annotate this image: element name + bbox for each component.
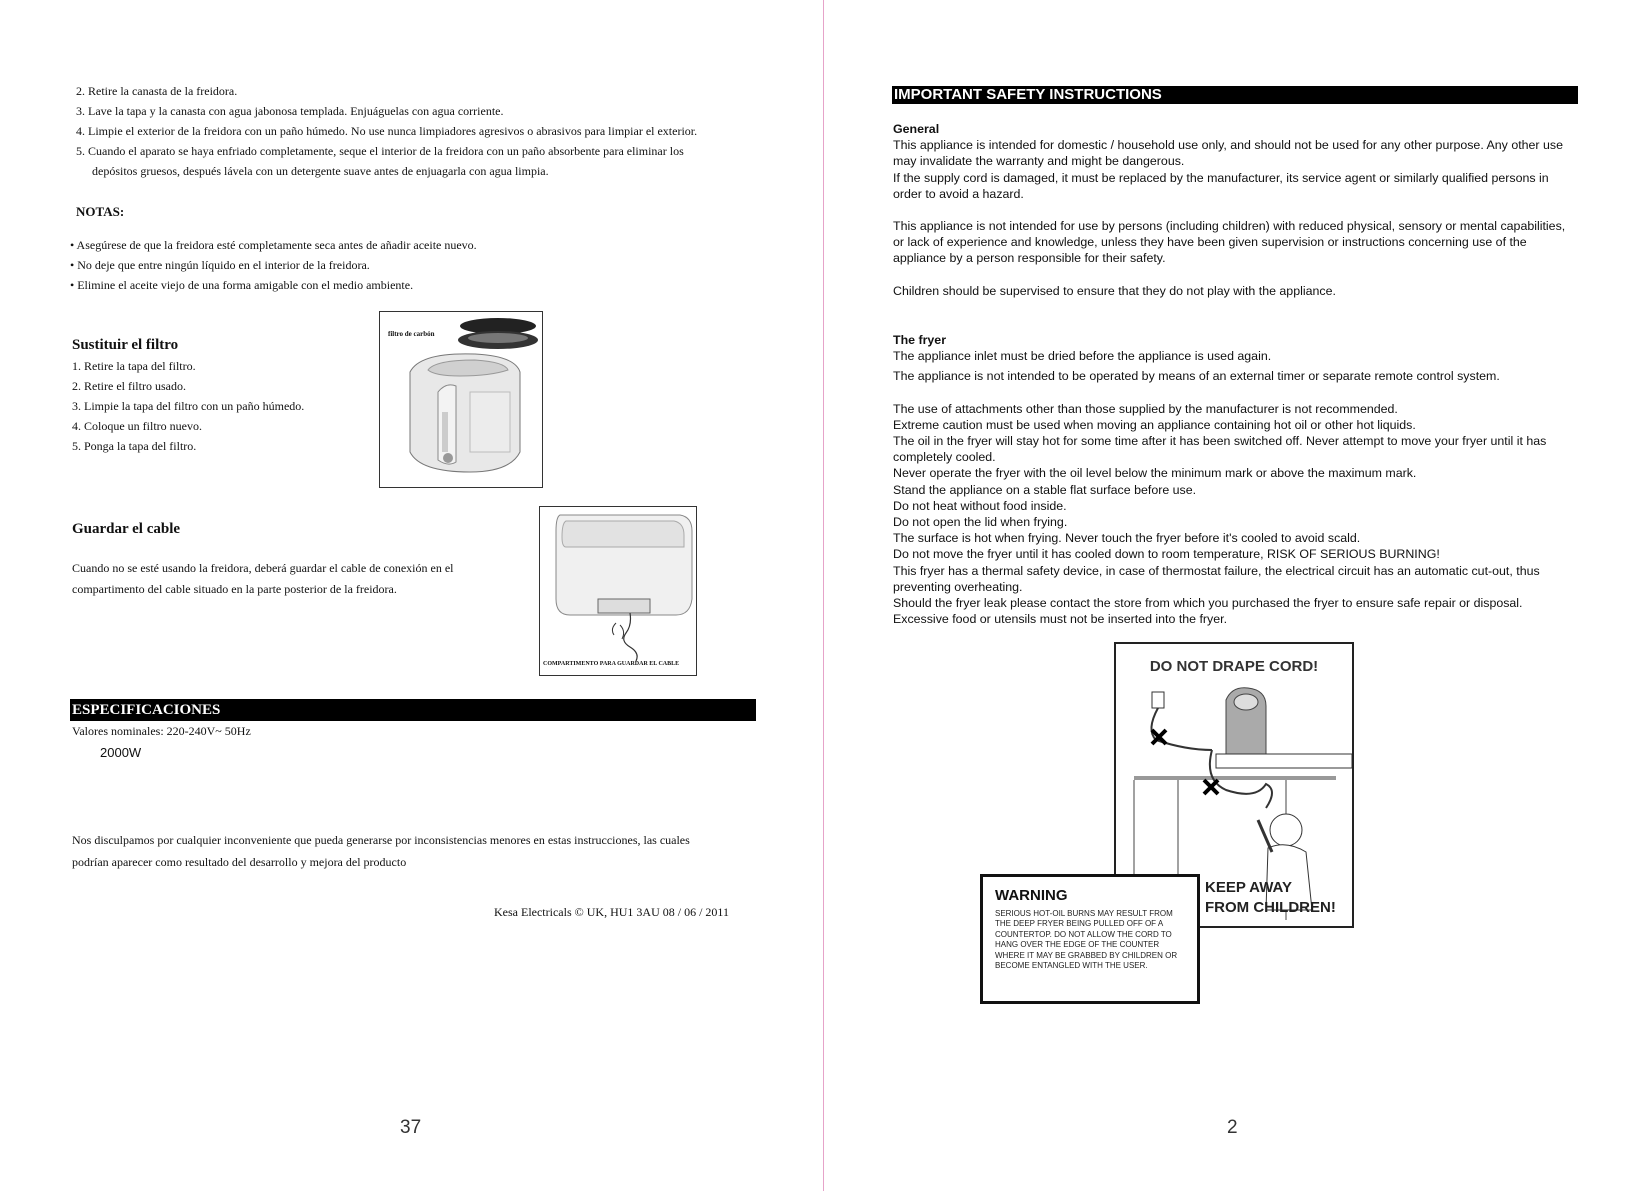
cleaning-step: 3. Lave la tapa y la canasta con agua jabonosa templada. Enjuáguelas con agua corriente.: [76, 104, 504, 118]
fryer-line: Should the fryer leak please contact the store from which you purchased the fryer to ensure safe repair or disposal.: [893, 596, 1523, 611]
fryer-line: Do not move the fryer until it has cooled down to room temperature, RISK OF SERIOUS BURNING!: [893, 547, 1440, 562]
cleaning-step: 4. Limpie el exterior de la freidora con un paño húmedo. No use nunca limpiadores agresivos o abrasivos para limpiar el exterior.: [76, 124, 698, 138]
right-page: [824, 0, 1644, 1191]
poster-title: DO NOT DRAPE CORD!: [1149, 658, 1319, 675]
general-paragraph: This appliance is intended for domestic / household use only, and should not be used for any other purpose. Any other use may invalidate the warranty and might be dangerous.: [893, 138, 1563, 169]
fryer-line: Stand the appliance on a stable flat surface before use.: [893, 482, 1197, 497]
cable-text: Cuando no se esté usando la freidora, deberá guardar el cable de conexión en el: [72, 561, 454, 575]
fryer-line: Excessive food or utensils must not be inserted into the fryer.: [893, 612, 1228, 627]
filter-step: 4. Coloque un filtro nuevo.: [72, 419, 202, 433]
warning-title: WARNING: [995, 887, 1068, 904]
cable-figure: [539, 506, 697, 676]
general-heading: General: [893, 122, 940, 136]
cable-compartment-illustration: [540, 507, 696, 675]
general-paragraph: If the supply cord is damaged, it must be replaced by the manufacturer, its service agent or similarly qualified persons in order to avoid a hazard.: [893, 170, 1549, 201]
fryer-line: The use of attachments other than those supplied by the manufacturer is not recommended.: [893, 401, 1398, 416]
warning-box: [980, 874, 1200, 1004]
fryer-line: The oil in the fryer will stay hot for some time after it has been switched off. Never attempt to move your fryer until it has completely cooled.: [893, 434, 1547, 465]
safety-section-title: IMPORTANT SAFETY INSTRUCTIONS: [892, 86, 1578, 104]
note-item: • Elimine el aceite viejo de una forma amigable con el medio ambiente.: [70, 278, 414, 292]
general-paragraph: Children should be supervised to ensure that they do not play with the appliance.: [893, 283, 1336, 298]
general-paragraph: This appliance is not intended for use by persons (including children) with reduced physical, sensory or mental capabilities, or lack of experience and knowledge, unless they have been given supervision or instructions concerning use of the appliance by a person responsible for their safety.: [893, 219, 1566, 266]
cleaning-step-continued: depósitos gruesos, después lávela con un detergente suave antes de enjuagarla con agua limpia.: [92, 164, 549, 178]
cleaning-step: 5. Cuando el aparato se haya enfriado completamente, seque el interior de la freidora con un paño absorbente para eliminar los: [76, 144, 684, 158]
fryer-heading: The fryer: [893, 333, 947, 347]
general-section: [893, 121, 1578, 299]
note-item: • Asegúrese de que la freidora esté completamente seca antes de añadir aceite nuevo.: [70, 238, 477, 252]
page-number: 2: [1227, 1117, 1238, 1138]
keep-away-label: [1205, 878, 1336, 918]
spec-section-title: ESPECIFICACIONES: [70, 699, 756, 721]
filter-caption: filtro de carbón: [388, 330, 435, 338]
fryer-section: [893, 332, 1578, 627]
cable-heading: Guardar el cable: [72, 521, 181, 537]
filter-step: 1. Retire la tapa del filtro.: [72, 359, 196, 373]
fryer-line: Never operate the fryer with the oil level below the minimum mark or above the maximum mark.: [893, 466, 1417, 481]
notes-title: NOTAS:: [76, 204, 125, 219]
fryer-with-filter-illustration: [380, 312, 542, 487]
cable-text: compartimento del cable situado en la parte posterior de la freidora.: [72, 582, 397, 596]
fryer-line: Do not open the lid when frying.: [893, 515, 1068, 530]
filter-step: 5. Ponga la tapa del filtro.: [72, 439, 197, 453]
fryer-line: The surface is hot when frying. Never touch the fryer before it's cooled to avoid scald.: [893, 531, 1361, 546]
fryer-paragraph: The appliance is not intended to be operated by means of an external timer or separate remote control system.: [893, 369, 1500, 384]
fryer-line: Extreme caution must be used when moving an appliance containing hot oil or other hot liquids.: [893, 417, 1416, 432]
warning-text: SERIOUS HOT-OIL BURNS MAY RESULT FROM THE DEEP FRYER BEING PULLED OFF OF A COUNTERTOP. DO NOT ALLOW THE CORD TO HANG OVER THE EDGE OF THE COUNTER WHERE IT MAY BE GRABBED BY CHILDREN OR BECOME ENTANGLED WITH THE USER.: [995, 909, 1178, 971]
filter-step: 2. Retire el filtro usado.: [72, 379, 186, 393]
keep-away-line: FROM CHILDREN!: [1205, 899, 1336, 916]
spec-rating: Valores nominales: 220-240V~ 50Hz: [72, 724, 251, 738]
page-number: 37: [400, 1117, 422, 1138]
fryer-paragraph: The appliance inlet must be dried before the appliance is used again.: [893, 349, 1272, 364]
footer-copyright: Kesa Electricals © UK, HU1 3AU 08 / 06 / 2011: [494, 905, 729, 919]
note-item: • No deje que entre ningún líquido en el interior de la freidora.: [70, 258, 370, 272]
apology-text: podrían aparecer como resultado del desarrollo y mejora del producto: [72, 855, 407, 869]
fryer-line: Do not heat without food inside.: [893, 498, 1067, 513]
keep-away-line: KEEP AWAY: [1205, 879, 1292, 896]
cable-caption: COMPARTIMENTO PARA GUARDAR EL CABLE: [543, 661, 680, 667]
filter-heading: Sustituir el filtro: [72, 337, 179, 353]
apology-text: Nos disculpamos por cualquier inconveniente que pueda generarse por inconsistencias menores en estas instrucciones, las cuales: [72, 833, 690, 847]
cleaning-step: 2. Retire la canasta de la freidora.: [76, 84, 238, 98]
fryer-line: This fryer has a thermal safety device, in case of thermostat failure, the electrical circuit has an automatic cut-out, thus preventing overheating.: [893, 563, 1540, 594]
spec-power: 2000W: [100, 745, 142, 760]
filter-step: 3. Limpie la tapa del filtro con un paño húmedo.: [72, 399, 305, 413]
